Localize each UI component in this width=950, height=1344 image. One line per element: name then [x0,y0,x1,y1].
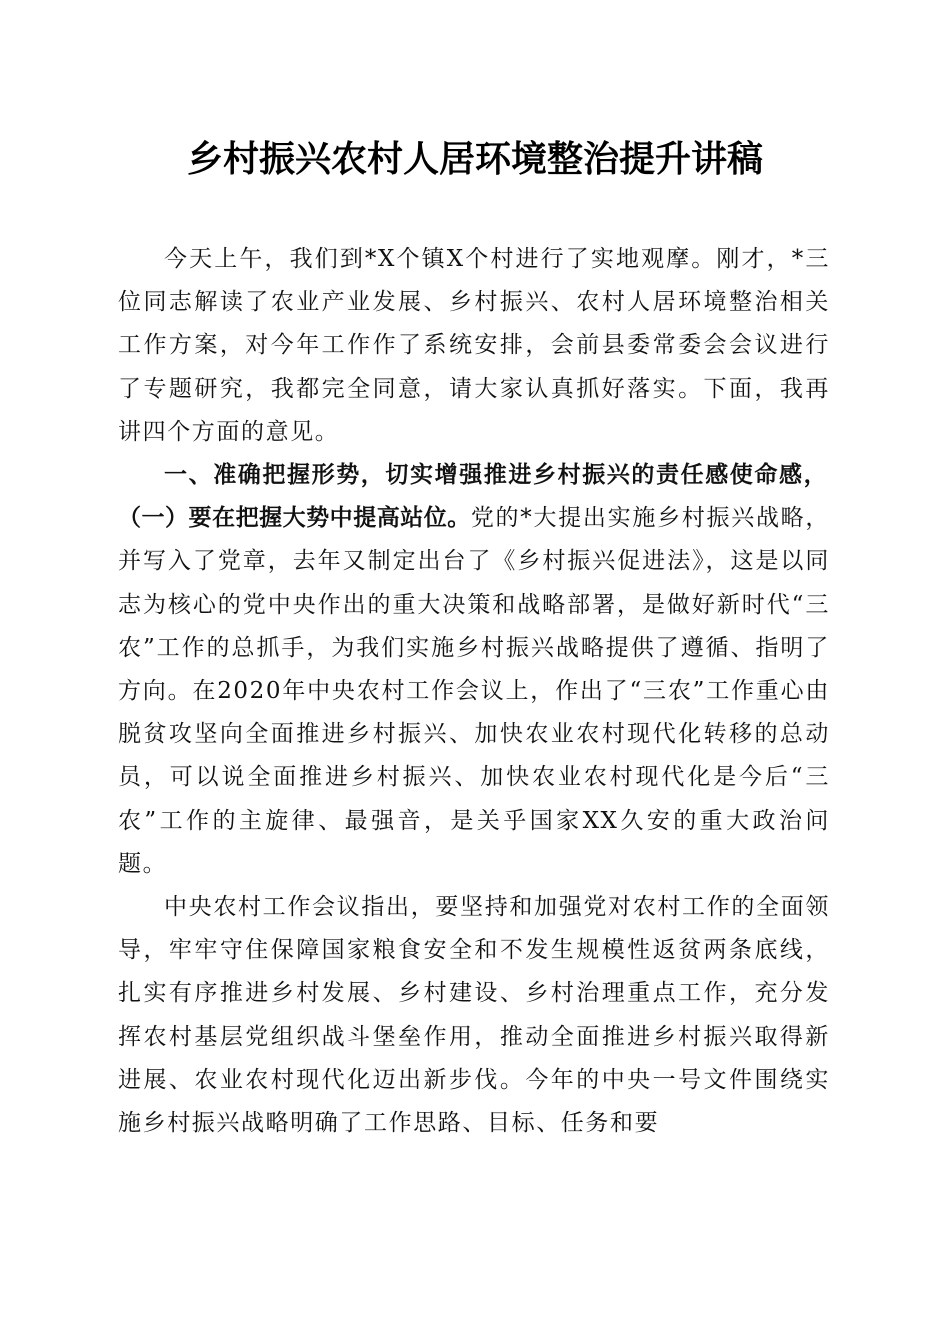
document-body [118,238,830,1145]
subsection-1-paragraph [118,497,830,886]
subsection-1-heading: （一）要在把握大势中提高站位。 [118,505,471,532]
section-1-heading: 一、准确把握形势，切实增强推进乡村振兴的责任感使命感， [164,462,829,489]
intro-paragraph: 今天上午，我们到*X个镇X个村进行了实地观摩。刚才，*三位同志解读了农业产业发展、乡村振兴、农村人居环境整治相关工作方案，对今年工作作了系统安排，会前县委常委会会议进行了专题研究，我都完全同意，请大家认真抓好落实。下面，我再讲四个方面的意见。 [118,246,830,445]
document-title: 乡村振兴农村人居环境整治提升讲稿 [186,138,763,180]
work-conference-paragraph: 中央农村工作会议指出，要坚持和加强党对农村工作的全面领导，牢牢守住保障国家粮食安全和不发生规模性返贫两条底线，扎实有序推进乡村发展、乡村建设、乡村治理重点工作，充分发挥农村基层党组织战斗堡垒作用，推动全面推进乡村振兴取得新进展、农业农村现代化迈出新步伐。今年的中央一号文件围绕实施乡村振兴战略明确了工作思路、目标、任务和要 [118,894,830,1137]
subsection-1-text: 党的*大提出实施乡村振兴战略，并写入了党章，去年又制定出台了《乡村振兴促进法》，这是以同志为核心的党中央作出的重大决策和战略部署，是做好新时代“三农”工作的总抓手，为我们实施乡村振兴战略提供了遵循、指明了方向。在2020年中央农村工作会议上，作出了“三农”工作重心由脱贫攻坚向全面推进乡村振兴、加快农业农村现代化转移的总动员，可以说全面推进乡村振兴、加快农业农村现代化是今后“三农”工作的主旋律、最强音，是关乎国家XX久安的重大政治问题。 [118,505,831,877]
